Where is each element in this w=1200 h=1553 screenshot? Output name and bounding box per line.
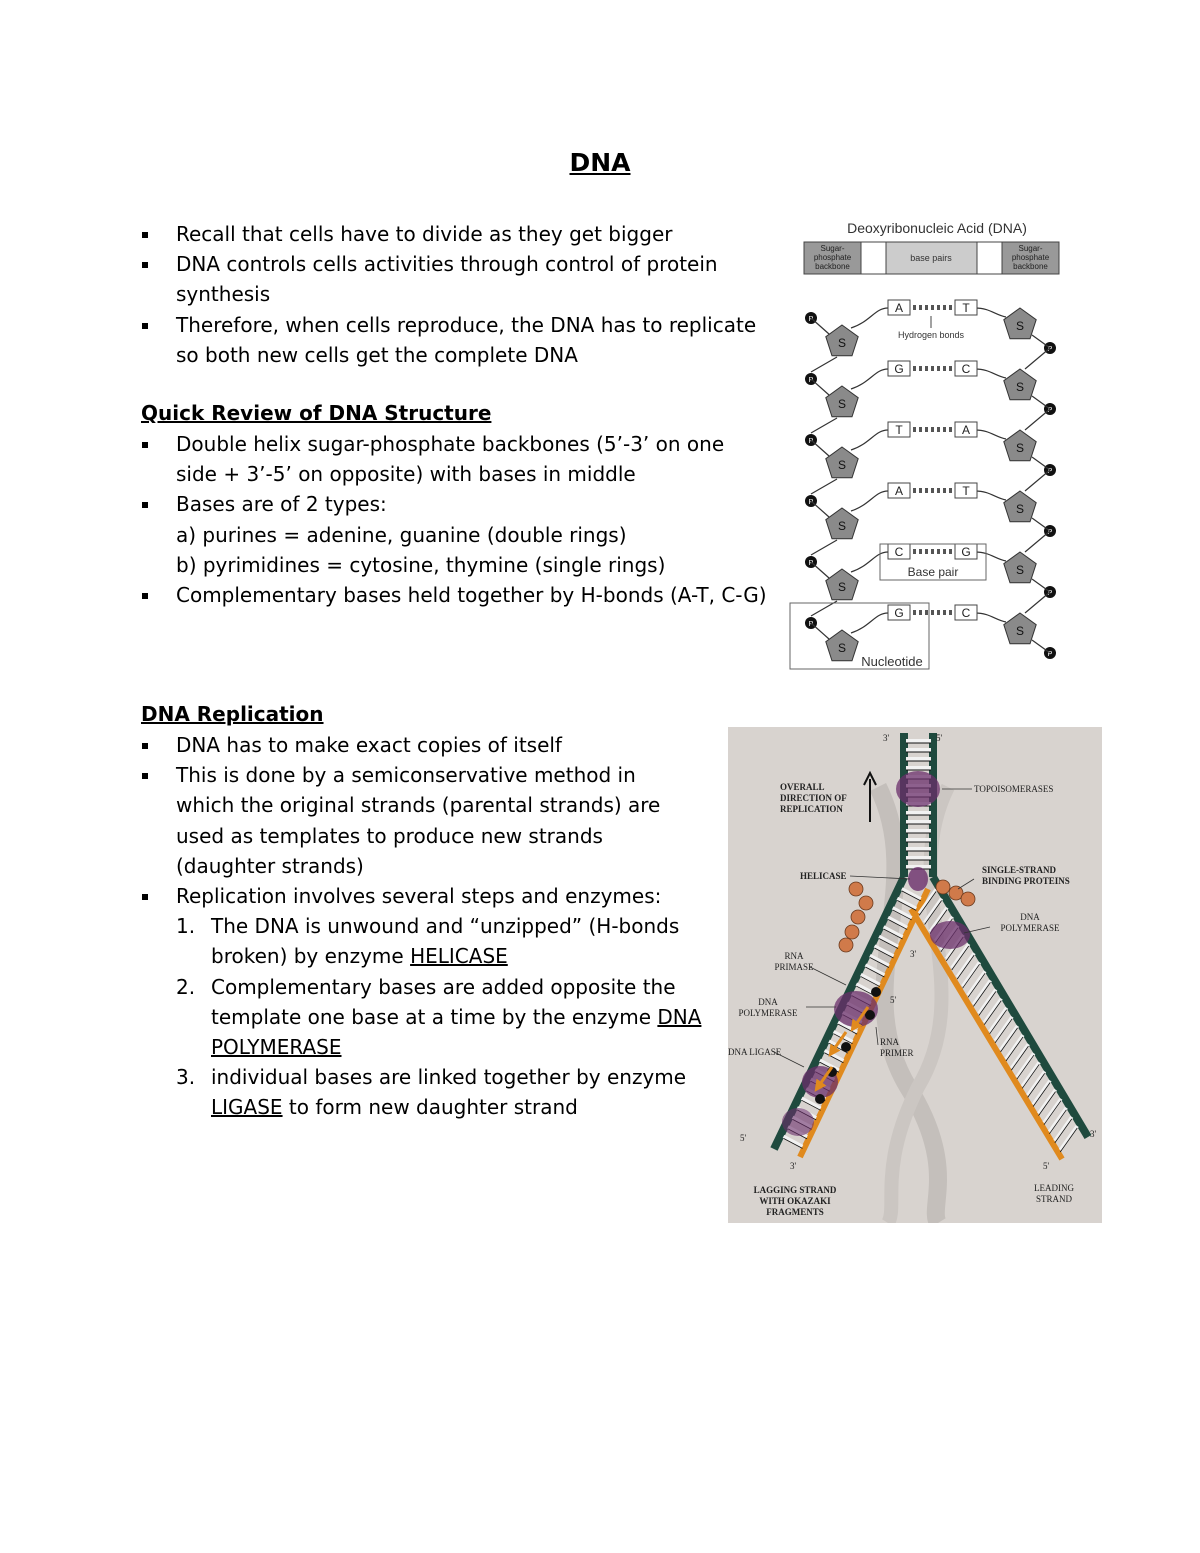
base-letter: A [894, 301, 904, 315]
backbone-link [808, 377, 829, 395]
base-letter: T [962, 484, 970, 498]
phosphate-label: P [1047, 651, 1053, 658]
pyrimidines-line: b) pyrimidines = cytosine, thymine (single rings) [176, 552, 666, 577]
helicase-icon [908, 867, 928, 891]
hydrogen-bond-mark [925, 610, 928, 615]
hydrogen-bond-mark [913, 549, 916, 554]
hbond-label-text: Hydrogen bonds [897, 330, 965, 340]
backbone-link [811, 540, 837, 555]
hydrogen-bond-mark [943, 549, 946, 554]
hydrogen-bond-mark [919, 427, 922, 432]
bases-intro: Bases are of 2 types: [176, 492, 387, 517]
step-item [176, 972, 706, 1063]
base-link [975, 491, 1006, 500]
purines-line: a) purines = adenine, guanine (double rings) [176, 522, 627, 547]
base-link [851, 369, 888, 389]
label-leading: LEADING STRAND [1034, 1183, 1074, 1204]
backbone-link [1032, 640, 1050, 653]
label-five-prime-left: 5' [740, 1133, 747, 1143]
rna-primer-icon [871, 987, 881, 997]
backbone-link [1032, 335, 1050, 348]
sugar-label: S [837, 336, 847, 350]
hydrogen-bond-mark [937, 488, 940, 493]
hydrogen-bond-mark [931, 610, 934, 615]
dna-replication-figure [728, 727, 1102, 1223]
ssb-protein-icon [839, 938, 853, 952]
hydrogen-bond-mark [949, 427, 952, 432]
list-item [141, 489, 781, 580]
header-left-label: Sugar-phosphate backbone [813, 244, 852, 271]
label-ligase: DNA LIGASE [728, 1047, 782, 1057]
list-item: DNA has to make exact copies of itself [141, 730, 706, 760]
backbone-link [1025, 531, 1050, 552]
base-letter: G [961, 545, 971, 559]
step-number: 3. [176, 1065, 196, 1090]
hydrogen-bond-mark [919, 549, 922, 554]
hydrogen-bond-mark [931, 488, 934, 493]
backbone-link [1025, 592, 1050, 613]
list-item: Double helix sugar-phosphate backbones (5’-3’ on one side + 3’-5’ on opposite) with bases in middle [141, 429, 781, 489]
base-link [975, 430, 1006, 439]
backbone-link [1032, 579, 1050, 592]
phosphate-label: P [1047, 346, 1053, 353]
hydrogen-bond-mark [943, 488, 946, 493]
phosphate-label: P [1047, 468, 1053, 475]
base-link [851, 613, 888, 633]
label-five-prime-top: 5' [936, 733, 943, 743]
list-item: This is done by a semiconservative method in which the original strands (parental strands) are used as templates to produce new strands (daughter strands) [141, 760, 706, 881]
hydrogen-bond-mark [913, 427, 916, 432]
label-three-prime-mid: 3' [910, 949, 917, 959]
backbone-link [1032, 518, 1050, 531]
intro-list [141, 219, 781, 370]
sugar-label: S [1015, 319, 1025, 333]
base-letter: T [962, 301, 970, 315]
header-gap-left [861, 242, 886, 274]
step-text: Complementary bases are added opposite the template one base at a time by the enzyme [211, 974, 676, 1029]
sugar-label: S [1015, 502, 1025, 516]
phosphate-label: P [1047, 529, 1053, 536]
hydrogen-bond-mark [937, 366, 940, 371]
structure-heading: Quick Review of DNA Structure [141, 401, 492, 425]
label-helicase: HELICASE [800, 871, 847, 881]
ssb-protein-icon [851, 910, 865, 924]
sugar-label: S [837, 458, 847, 472]
rna-primer-icon [815, 1094, 825, 1104]
hydrogen-bond-mark [949, 610, 952, 615]
label-lagging: LAGGING STRAND WITH OKAZAKI FRAGMENTS [753, 1185, 837, 1217]
page-title: DNA [569, 148, 631, 177]
step-number: 1. [176, 914, 196, 939]
list-item: Recall that cells have to divide as they get bigger [141, 219, 781, 249]
base-pair-label: Base pair [907, 565, 959, 579]
backbone-link [808, 499, 829, 517]
base-link [975, 308, 1006, 317]
phosphate-label: P [808, 377, 814, 384]
header-gap-right [977, 242, 1002, 274]
backbone-link [1032, 457, 1050, 470]
hydrogen-bond-mark [913, 305, 916, 310]
label-ssb: SINGLE-STRAND BINDING PROTEINS [982, 865, 1070, 886]
sugar-label: S [1015, 563, 1025, 577]
base-link [975, 369, 1006, 378]
ssb-protein-icon [936, 880, 950, 894]
hydrogen-bond-mark [919, 488, 922, 493]
hydrogen-bond-mark [931, 549, 934, 554]
step-number: 2. [176, 974, 196, 999]
hydrogen-bond-mark [925, 305, 928, 310]
hydrogen-bond-mark [913, 488, 916, 493]
enzyme-helicase: HELICASE [410, 944, 508, 969]
backbone-link [811, 357, 837, 372]
ssb-protein-icon [849, 882, 863, 896]
hydrogen-bond-mark [913, 366, 916, 371]
label-five-prime-mid: 5' [890, 995, 897, 1005]
list-item: Complementary bases held together by H-bonds (A-T, C-G) [141, 580, 781, 610]
label-three-prime-top: 3' [883, 733, 890, 743]
sugar-label: S [837, 580, 847, 594]
enzyme-polymerase: DNA POLYMERASE [211, 1004, 702, 1060]
hydrogen-bond-mark [943, 427, 946, 432]
label-three-prime-right: 3' [1090, 1129, 1097, 1139]
backbone-link [811, 418, 837, 433]
list-item: Therefore, when cells reproduce, the DNA has to replicate so both new cells get the complete DNA [141, 310, 781, 370]
list-item [141, 881, 706, 1123]
backbone-link [1025, 348, 1050, 369]
figure-title: Deoxyribonucleic Acid (DNA) [847, 220, 1027, 236]
hydrogen-bond-mark [919, 305, 922, 310]
backbone-link [808, 316, 829, 334]
hydrogen-bond-mark [937, 305, 940, 310]
hydrogen-bond-mark [937, 427, 940, 432]
steps-intro: Replication involves several steps and enzymes: [176, 884, 662, 909]
replication-heading: DNA Replication [141, 702, 324, 726]
hydrogen-bond-mark [943, 366, 946, 371]
hydrogen-bond-mark [931, 366, 934, 371]
phosphate-label: P [808, 499, 814, 506]
base-link [851, 308, 888, 328]
rna-primer-icon [841, 1042, 851, 1052]
hydrogen-bond-mark [925, 488, 928, 493]
base-letter: C [961, 362, 971, 376]
header-right-label: Sugar-phosphate backbone [1011, 244, 1050, 271]
backbone-link [1032, 396, 1050, 409]
sugar-label: S [837, 519, 847, 533]
hydrogen-bond-mark [919, 366, 922, 371]
backbone-link [808, 560, 829, 578]
backbone-link [808, 438, 829, 456]
hydrogen-bond-mark [931, 427, 934, 432]
hydrogen-bond-mark [949, 549, 952, 554]
backbone-link [808, 621, 829, 639]
base-pair-ladder [805, 300, 1056, 661]
topoisomerase-icon [896, 771, 940, 807]
hydrogen-bond-mark [925, 366, 928, 371]
sugar-label: S [837, 641, 847, 655]
hydrogen-bond-mark [943, 305, 946, 310]
step-item [176, 911, 706, 971]
base-link [851, 491, 888, 511]
hydrogen-bond-mark [925, 549, 928, 554]
backbone-link [811, 479, 837, 494]
phosphate-label: P [808, 621, 814, 628]
ssb-protein-icon [859, 896, 873, 910]
label-primase: RNA PRIMASE [774, 951, 814, 972]
ssb-protein-icon [845, 925, 859, 939]
base-letter: C [894, 545, 904, 559]
phosphate-label: P [1047, 407, 1053, 414]
nucleotide-label: Nucleotide [861, 654, 923, 669]
phosphate-label: P [1047, 590, 1053, 597]
header-mid-label: base pairs [910, 253, 952, 263]
list-item: DNA controls cells activities through control of protein synthesis [141, 249, 781, 309]
hbond-label [898, 330, 965, 340]
hydrogen-bond-mark [937, 610, 940, 615]
base-letter: G [894, 606, 904, 620]
base-link [975, 613, 1006, 622]
hydrogen-bond-mark [931, 305, 934, 310]
sugar-label: S [1015, 441, 1025, 455]
phosphate-label: P [808, 438, 814, 445]
direction-label: OVERALL DIRECTION OF REPLICATION [780, 782, 847, 814]
base-link [975, 552, 1006, 561]
sugar-label: S [1015, 380, 1025, 394]
steps-list [176, 911, 706, 1122]
step-text: individual bases are linked together by enzyme [211, 1065, 687, 1090]
hydrogen-bond-mark [943, 610, 946, 615]
base-letter: G [894, 362, 904, 376]
sugar-label: S [1015, 624, 1025, 638]
dna-structure-figure [785, 215, 1075, 675]
hydrogen-bond-mark [949, 366, 952, 371]
sugar-label: S [837, 397, 847, 411]
base-link [851, 430, 888, 450]
base-letter: A [894, 484, 904, 498]
label-topoisomerases: TOPOISOMERASES [974, 784, 1054, 794]
label-rna-primer: RNA PRIMER [880, 1037, 914, 1058]
protein-icon [782, 1108, 814, 1136]
polymerase-icon [930, 921, 970, 949]
replication-list [141, 730, 706, 1123]
step-item [176, 1062, 706, 1122]
step-text: to form new daughter strand [288, 1095, 578, 1120]
step-text: The DNA is unwound and “unzipped” (H-bonds broken) by enzyme [211, 914, 680, 969]
base-letter: T [895, 423, 903, 437]
phosphate-label: P [808, 560, 814, 567]
hydrogen-bond-mark [925, 427, 928, 432]
backbone-link [1025, 470, 1050, 491]
hydrogen-bond-mark [949, 488, 952, 493]
base-letter: C [961, 606, 971, 620]
hydrogen-bond-mark [937, 549, 940, 554]
label-three-prime-left: 3' [790, 1161, 797, 1171]
base-letter: A [961, 423, 971, 437]
label-polymerase-right: DNA POLYMERASE [1000, 912, 1060, 933]
label-polymerase-left: DNA POLYMERASE [738, 997, 798, 1018]
base-link [851, 552, 888, 572]
hydrogen-bond-mark [919, 610, 922, 615]
structure-list [141, 429, 781, 610]
enzyme-ligase: LIGASE [211, 1095, 283, 1120]
hydrogen-bond-mark [913, 610, 916, 615]
hydrogen-bond-mark [949, 305, 952, 310]
label-five-prime-right: 5' [1043, 1161, 1050, 1171]
backbone-link [1025, 409, 1050, 430]
phosphate-label: P [808, 316, 814, 323]
ssb-protein-icon [961, 892, 975, 906]
